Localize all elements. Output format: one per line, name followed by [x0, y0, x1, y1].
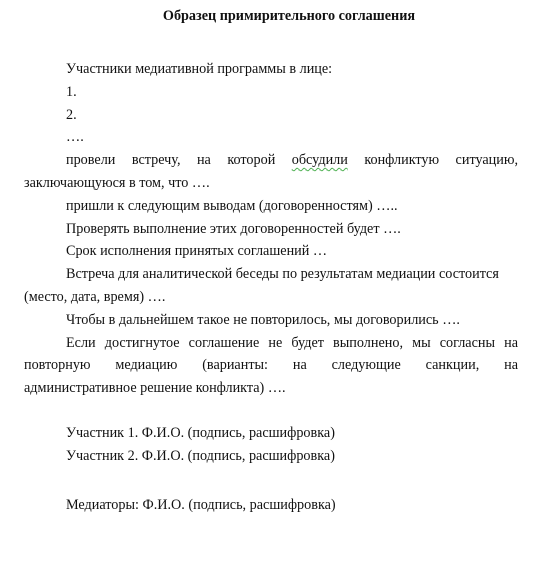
intro-line: Участники медиативной программы в лице:: [66, 61, 333, 77]
meeting-paragraph-line1: [24, 149, 518, 172]
meeting-paragraph-line2: заключающуюся в том, что ….: [24, 174, 210, 191]
participant-item-2: 2.: [66, 106, 77, 123]
participant-item-ellipsis: ….: [66, 129, 84, 146]
signature-line-2: Участник 2. Ф.И.О. (подпись, расшифровка): [66, 447, 335, 464]
participant-item-1: 1.: [66, 83, 77, 100]
failure-clause-line3: административное решение конфликта) ….: [24, 380, 286, 397]
conclusions-line: пришли к следующим выводам (договоренностям) …..: [66, 197, 398, 214]
verification-line: Проверять выполнение этих договоренностей будет ….: [66, 220, 401, 237]
document-body: [24, 58, 518, 516]
meeting-text-after: конфликтую ситуацию,: [347, 152, 518, 169]
failure-clause-line1: Если достигнутое соглашение не будет выполнено, мы согласны на: [66, 334, 518, 351]
meeting-text-before: провели встречу, на которой: [66, 152, 292, 169]
analytic-meeting-line2: (место, дата, время) ….: [24, 288, 166, 305]
document-title: Образец примирительного соглашения: [162, 8, 416, 24]
mediators-signature-line: Медиаторы: Ф.И.О. (подпись, расшифровка): [66, 496, 336, 513]
failure-clause-line2: повторную медиацию (варианты: на следующие санкции, на: [24, 357, 518, 374]
signature-line-1: Участник 1. Ф.И.О. (подпись, расшифровка): [66, 424, 335, 441]
spellcheck-marked-word: обсудили: [291, 152, 348, 169]
promise-line: Чтобы в дальнейшем такое не повторилось, мы договорились ….: [66, 311, 460, 328]
deadline-line: Срок исполнения принятых соглашений …: [66, 243, 328, 260]
analytic-meeting-line1: Встреча для аналитической беседы по результатам медиации состоится: [66, 266, 499, 283]
